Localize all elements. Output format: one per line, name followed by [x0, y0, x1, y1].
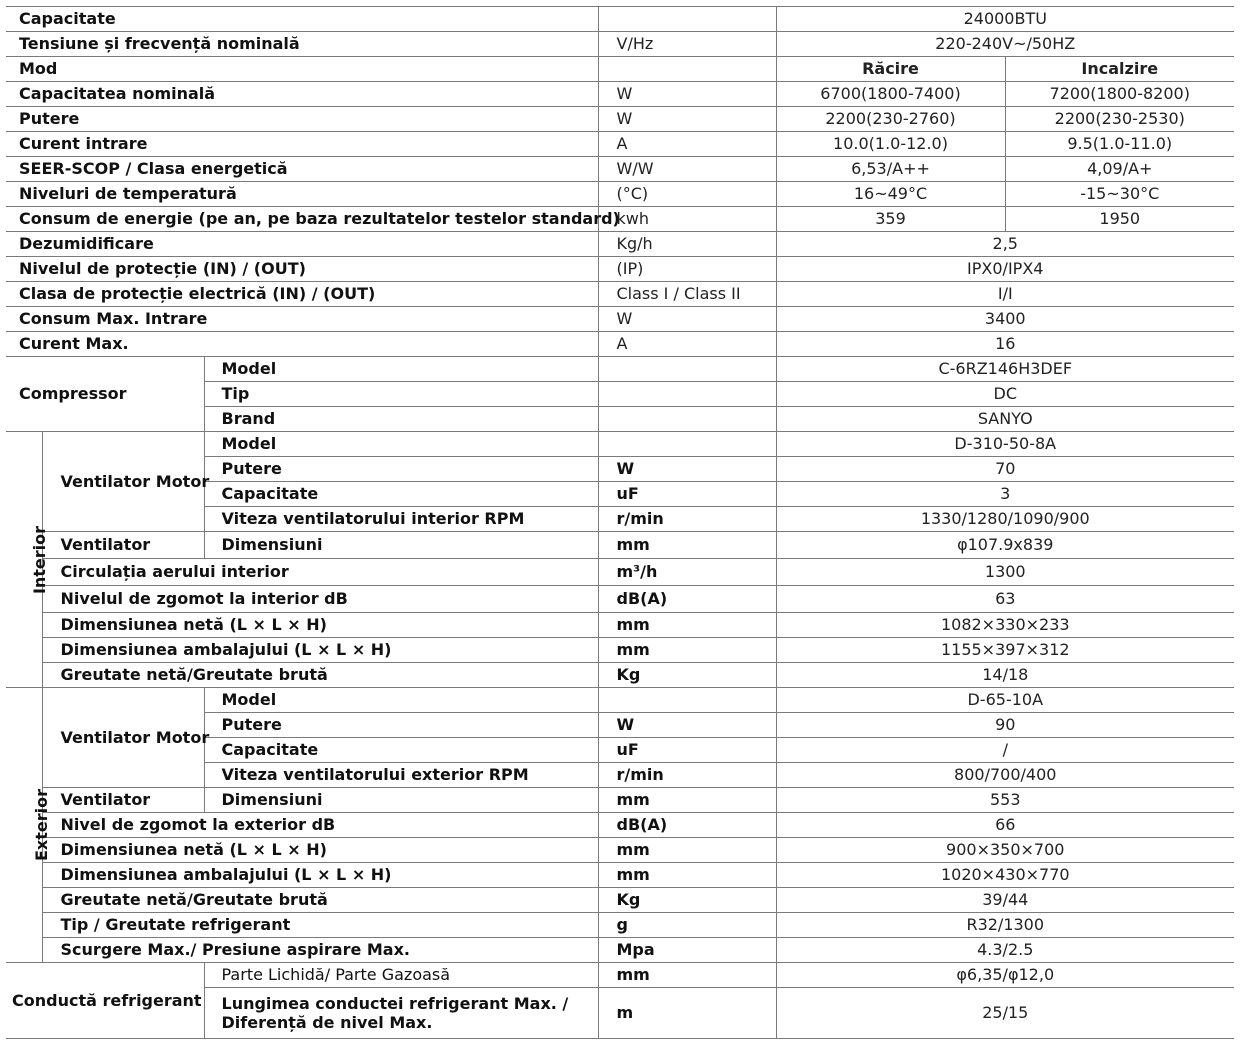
- row-value: R32/1300: [776, 913, 1234, 938]
- row-value: φ107.9x839: [776, 532, 1234, 559]
- row-value: 39/44: [776, 888, 1234, 913]
- spec-sheet: [6, 6, 1234, 1039]
- row-unit: dB(A): [598, 586, 776, 613]
- compressor-group-label: Compressor: [6, 357, 204, 432]
- row-label: Dimensiunea netă (L × L × H): [42, 613, 598, 638]
- row-label: Model: [204, 688, 598, 713]
- row-unit: r/min: [598, 507, 776, 532]
- row-value-heat: 7200(1800-8200): [1005, 82, 1234, 107]
- row-label: Nivel de zgomot la exterior dB: [42, 813, 598, 838]
- interior-group-label: [6, 432, 50, 688]
- row-value: 4.3/2.5: [776, 938, 1234, 963]
- row-label: Nivelul de zgomot la interior dB: [42, 586, 598, 613]
- row-label: Clasa de protecție electrică (IN) / (OUT): [6, 282, 598, 307]
- table-row: [6, 559, 1234, 586]
- row-label: Consum Max. Intrare: [6, 307, 598, 332]
- row-value: 800/700/400: [776, 763, 1234, 788]
- table-row: [6, 788, 1234, 813]
- row-unit: mm: [598, 863, 776, 888]
- table-row: [6, 332, 1234, 357]
- row-unit: [598, 688, 776, 713]
- row-label: Putere: [204, 713, 598, 738]
- row-value: 553: [776, 788, 1234, 813]
- table-row: [6, 132, 1234, 157]
- row-value: 63: [776, 586, 1234, 613]
- row-unit: r/min: [598, 763, 776, 788]
- interior-fan-group-label: Ventilator: [42, 532, 204, 559]
- row-unit: W: [598, 457, 776, 482]
- row-label: Dezumidificare: [6, 232, 598, 257]
- table-row: [6, 688, 1234, 713]
- row-label: Putere: [204, 457, 598, 482]
- row-value: 1300: [776, 559, 1234, 586]
- row-unit: mm: [598, 613, 776, 638]
- row-value: 1155×397×312: [776, 638, 1234, 663]
- row-label: Dimensiuni: [204, 788, 598, 813]
- row-unit: mm: [598, 532, 776, 559]
- row-label: Tip: [204, 382, 598, 407]
- row-value: 24000BTU: [776, 7, 1234, 32]
- table-row: [6, 532, 1234, 559]
- row-unit: [598, 57, 776, 82]
- interior-motor-group-label: Ventilator Motor: [42, 432, 204, 532]
- row-unit: Kg/h: [598, 232, 776, 257]
- row-value: IPX0/IPX4: [776, 257, 1234, 282]
- row-unit: Kg: [598, 888, 776, 913]
- table-row: [6, 913, 1234, 938]
- table-row: [6, 157, 1234, 182]
- row-value-heat: 9.5(1.0-11.0): [1005, 132, 1234, 157]
- table-row: [6, 638, 1234, 663]
- row-value: 2,5: [776, 232, 1234, 257]
- row-value-cool: 359: [776, 207, 1005, 232]
- row-value: 1082×330×233: [776, 613, 1234, 638]
- row-unit: [598, 357, 776, 382]
- row-unit: V/Hz: [598, 32, 776, 57]
- row-value-heat: 2200(230-2530): [1005, 107, 1234, 132]
- row-label: Greutate netă/Greutate brută: [42, 663, 598, 688]
- row-value-heat: -15~30°C: [1005, 182, 1234, 207]
- table-row: [6, 586, 1234, 613]
- table-row: [6, 282, 1234, 307]
- mode-cool-header: Răcire: [776, 57, 1005, 82]
- row-label: Scurgere Max./ Presiune aspirare Max.: [42, 938, 598, 963]
- table-row: [6, 57, 1234, 82]
- row-unit: kwh: [598, 207, 776, 232]
- row-unit: g: [598, 913, 776, 938]
- row-unit: uF: [598, 738, 776, 763]
- row-unit: Kg: [598, 663, 776, 688]
- row-value: SANYO: [776, 407, 1234, 432]
- row-value: 1020×430×770: [776, 863, 1234, 888]
- table-row: [6, 32, 1234, 57]
- row-value: D-65-10A: [776, 688, 1234, 713]
- row-value-heat: 1950: [1005, 207, 1234, 232]
- exterior-group-label: [6, 688, 52, 963]
- pipe-group-label: Conductă refrigerant: [6, 963, 204, 1039]
- row-value: /: [776, 738, 1234, 763]
- row-value: 3400: [776, 307, 1234, 332]
- row-value: φ6,35/φ12,0: [776, 963, 1234, 988]
- row-label: SEER-SCOP / Clasa energetică: [6, 157, 598, 182]
- row-unit: [598, 382, 776, 407]
- row-value-heat: 4,09/A+: [1005, 157, 1234, 182]
- row-label: Parte Lichidă/ Parte Gazoasă: [204, 963, 598, 988]
- table-row: [6, 307, 1234, 332]
- table-row: [6, 357, 1234, 382]
- row-value-cool: 6,53/A++: [776, 157, 1005, 182]
- row-label: Tip / Greutate refrigerant: [42, 913, 598, 938]
- table-row: [6, 7, 1234, 32]
- table-row: [6, 232, 1234, 257]
- row-unit: mm: [598, 838, 776, 863]
- row-unit: mm: [598, 963, 776, 988]
- row-unit: [598, 407, 776, 432]
- row-label: Putere: [6, 107, 598, 132]
- table-row: [6, 107, 1234, 132]
- row-unit: W: [598, 307, 776, 332]
- row-label: Niveluri de temperatură: [6, 182, 598, 207]
- row-value: DC: [776, 382, 1234, 407]
- row-unit: mm: [598, 638, 776, 663]
- table-row: [6, 207, 1234, 232]
- table-row: [6, 863, 1234, 888]
- row-label: Capacitate: [6, 7, 598, 32]
- row-label: Dimensiunea ambalajului (L × L × H): [42, 638, 598, 663]
- row-label: Nivelul de protecție (IN) / (OUT): [6, 257, 598, 282]
- row-value: 16: [776, 332, 1234, 357]
- row-label: Greutate netă/Greutate brută: [42, 888, 598, 913]
- table-row: [6, 938, 1234, 963]
- row-unit: W: [598, 713, 776, 738]
- spec-table: [6, 6, 1234, 1039]
- row-label: Model: [204, 357, 598, 382]
- table-row: [6, 663, 1234, 688]
- table-row: [6, 838, 1234, 863]
- table-row: [6, 182, 1234, 207]
- row-label: Tensiune și frecvență nominală: [6, 32, 598, 57]
- row-value-cool: 6700(1800-7400): [776, 82, 1005, 107]
- row-value-cool: 2200(230-2760): [776, 107, 1005, 132]
- row-value: 70: [776, 457, 1234, 482]
- interior-group-text: Interior: [30, 525, 50, 594]
- row-unit: A: [598, 332, 776, 357]
- row-value: I/I: [776, 282, 1234, 307]
- row-label: Dimensiuni: [204, 532, 598, 559]
- row-label: Viteza ventilatorului exterior RPM: [204, 763, 598, 788]
- row-label: Curent intrare: [6, 132, 598, 157]
- row-unit: [598, 7, 776, 32]
- row-unit: W/W: [598, 157, 776, 182]
- exterior-fan-group-label: Ventilator: [42, 788, 204, 813]
- table-row: [6, 82, 1234, 107]
- row-value: 1330/1280/1090/900: [776, 507, 1234, 532]
- row-value: 25/15: [776, 988, 1234, 1039]
- row-value: D-310-50-8A: [776, 432, 1234, 457]
- row-unit: A: [598, 132, 776, 157]
- row-unit: mm: [598, 788, 776, 813]
- table-row: [6, 613, 1234, 638]
- mode-heat-header: Incalzire: [1005, 57, 1234, 82]
- row-label: Circulația aerului interior: [42, 559, 598, 586]
- row-unit: (IP): [598, 257, 776, 282]
- exterior-motor-group-label: Ventilator Motor: [42, 688, 204, 788]
- row-value: 900×350×700: [776, 838, 1234, 863]
- row-unit: uF: [598, 482, 776, 507]
- row-unit: m: [598, 988, 776, 1039]
- row-unit: (°C): [598, 182, 776, 207]
- row-label: Capacitate: [204, 738, 598, 763]
- row-value: 220-240V~/50HZ: [776, 32, 1234, 57]
- row-value-cool: 16~49°C: [776, 182, 1005, 207]
- row-label: Lungimea conductei refrigerant Max. / Diferență de nivel Max.: [204, 988, 598, 1039]
- row-label: Dimensiunea netă (L × L × H): [42, 838, 598, 863]
- row-unit: dB(A): [598, 813, 776, 838]
- row-label: Capacitatea nominală: [6, 82, 598, 107]
- row-label: Dimensiunea ambalajului (L × L × H): [42, 863, 598, 888]
- row-value-cool: 10.0(1.0-12.0): [776, 132, 1005, 157]
- row-label: Viteza ventilatorului interior RPM: [204, 507, 598, 532]
- row-value: 14/18: [776, 663, 1234, 688]
- table-row: [6, 257, 1234, 282]
- row-unit: m³/h: [598, 559, 776, 586]
- row-unit: Class I / Class II: [598, 282, 776, 307]
- row-label: Model: [204, 432, 598, 457]
- row-unit: W: [598, 107, 776, 132]
- table-row: [6, 963, 1234, 988]
- row-unit: W: [598, 82, 776, 107]
- table-row: [6, 813, 1234, 838]
- row-value: 90: [776, 713, 1234, 738]
- row-label: Consum de energie (pe an, pe baza rezultatelor testelor standard): [6, 207, 598, 232]
- row-label: Mod: [6, 57, 598, 82]
- row-label: Curent Max.: [6, 332, 598, 357]
- exterior-group-text: Exterior: [32, 788, 52, 862]
- table-row: [6, 432, 1234, 457]
- row-label: Brand: [204, 407, 598, 432]
- row-label: Capacitate: [204, 482, 598, 507]
- row-value: 66: [776, 813, 1234, 838]
- row-value: C-6RZ146H3DEF: [776, 357, 1234, 382]
- row-unit: Mpa: [598, 938, 776, 963]
- row-value: 3: [776, 482, 1234, 507]
- table-row: [6, 888, 1234, 913]
- row-unit: [598, 432, 776, 457]
